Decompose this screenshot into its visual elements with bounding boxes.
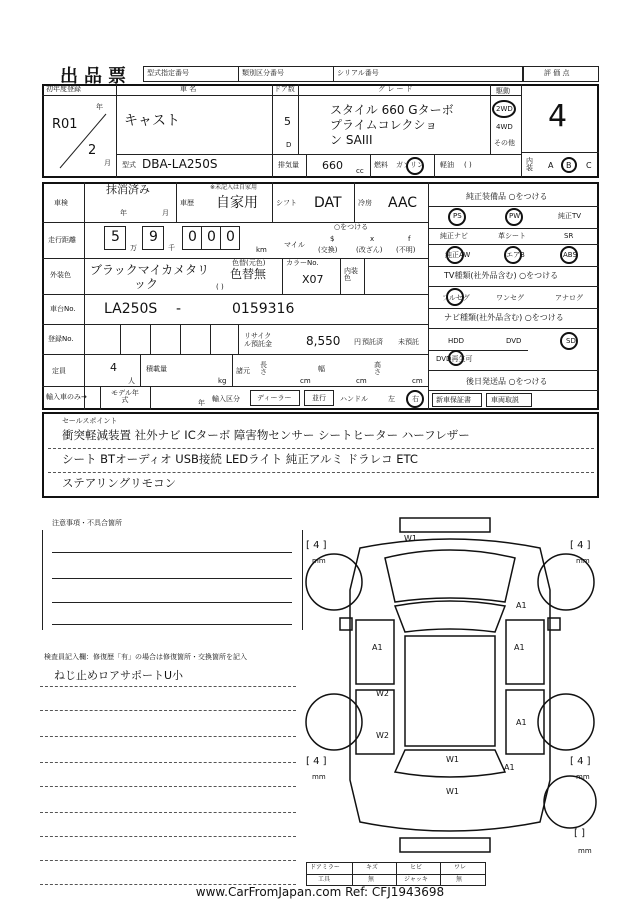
opt-abs: ABS — [563, 251, 577, 259]
interior-b: B — [566, 161, 572, 170]
tread-rr: [ 4 ] — [570, 756, 591, 767]
opt-leather: 革シート — [498, 232, 526, 240]
fuel-label: 燃料 — [374, 161, 388, 169]
mileage-digit-5: 0 — [220, 226, 240, 250]
sales-line-1: 衝突軽減装置 社外ナビ ICターボ 障害物センサー シートヒーター ハーフレザー — [62, 428, 470, 442]
opt-navi: 純正ナビ — [440, 232, 468, 240]
parallel-box: 並行 — [304, 390, 334, 406]
after-header: 後日発送品 ○をつける — [466, 377, 548, 386]
color-no-value: X07 — [302, 273, 324, 286]
recycle-undeposited: 未預託 — [398, 338, 419, 346]
drive-2wd: 2WD — [496, 105, 513, 113]
model-cert-box: 型式指定番号 — [143, 66, 239, 82]
drive-other: その他 — [494, 139, 515, 147]
repaint-paren: ( ) — [216, 283, 224, 291]
sales-line-3: ステアリングリモコン — [62, 476, 177, 490]
meter-opt-2: (改ざん) — [356, 246, 383, 254]
displacement-label: 排気量 — [278, 161, 299, 169]
color-line-2: ック — [134, 277, 159, 291]
chassis-dash: - — [176, 301, 182, 317]
recycle-label: リサイクル預託金 — [244, 332, 272, 349]
serial-box: シリアル番号 — [333, 66, 523, 82]
tv-analog: アナログ — [555, 294, 583, 302]
nav-sd: SD — [566, 337, 576, 345]
drive-4wd: 4WD — [496, 123, 513, 131]
mileage-label: 走行距離 — [48, 236, 76, 244]
repaint-label: 色替(元色) — [232, 259, 266, 267]
caution-label: 注意事項・不具合箇所 — [52, 519, 122, 527]
model-year-unit: 年 — [198, 399, 205, 407]
inspector-label: 検査員記入欄：修復歴「有」の場合は修復箇所・交換箇所を記入 — [44, 653, 247, 661]
drive-label: 駆動 — [496, 87, 510, 95]
opt-sr: SR — [564, 232, 574, 240]
chassis-label: 車台No. — [50, 305, 76, 313]
mileage-digit-2: 9 — [142, 226, 164, 250]
import-class-label: 輸入区分 — [212, 395, 240, 403]
history-label: 車歴 — [180, 199, 194, 207]
car-name: キャスト — [124, 113, 180, 129]
tv-oneseg: ワンセグ — [496, 294, 524, 302]
interior-label: 内装 — [526, 157, 533, 172]
car-name-label: 車 名 — [180, 85, 197, 93]
repaint-value: 色替無 — [230, 267, 267, 281]
opt-pw-circle — [505, 208, 523, 226]
height-cm: cm — [412, 377, 423, 385]
opt-abs-circle — [560, 246, 578, 264]
sales-points-label: セールスポイント — [62, 417, 118, 425]
chassis-no: 0159316 — [232, 301, 295, 317]
load-unit: kg — [218, 377, 227, 385]
meter-opt-3-sym: f — [408, 235, 411, 243]
fuel-value: ガソリン — [396, 161, 424, 169]
handle-left: 左 — [388, 395, 395, 403]
after-manual: 車両取説 — [486, 393, 532, 407]
nav-dvd: DVD — [506, 337, 522, 345]
opt-ps: PS — [453, 212, 462, 220]
opt-tv: 純正TV — [558, 212, 582, 220]
grade-label: グ レ ー ド — [378, 85, 413, 93]
score-value: 4 — [548, 99, 568, 134]
interior-b-circle — [561, 157, 577, 173]
tread-spare: [ ] — [574, 828, 585, 839]
aircon-label: 冷房 — [358, 199, 372, 207]
inspection-year: 年 — [120, 209, 127, 217]
code-7: W2 — [376, 731, 389, 740]
height-label: 高さ — [374, 361, 381, 376]
shift-value: DAT — [314, 195, 342, 211]
year-unit: 年 — [96, 103, 103, 111]
recycle-value: 8,550 — [306, 334, 341, 348]
width-label: 幅 — [318, 365, 325, 373]
sales-line-2: シート BTオーディオ USB接続 LEDライト 純正アルミ ドラレコ ETC — [62, 452, 418, 466]
chassis-model: LA250S — [104, 301, 158, 317]
inspection-label: 車検 — [54, 199, 68, 207]
color-no-label: カラーNo. — [286, 259, 319, 267]
capacity-label: 定員 — [52, 367, 66, 375]
dvd-play: DVD再生可 — [436, 355, 473, 363]
meter-opt-2-sym: x — [370, 235, 375, 243]
interior-a: A — [548, 161, 554, 170]
color-line-1: ブラックマイカメタリ — [90, 263, 210, 277]
tread-fl: [ 4 ] — [306, 540, 327, 551]
opt-aw-circle — [446, 246, 464, 264]
tread-rl-unit: mm — [312, 773, 326, 781]
displacement-unit: cc — [356, 167, 364, 175]
tread-spare-unit: mm — [578, 847, 592, 855]
width-cm: cm — [356, 377, 367, 385]
nav-header: ナビ種類(社外品含む) ○をつける — [444, 313, 564, 322]
legend-row-label: 工具 — [318, 876, 331, 883]
month-unit: 月 — [104, 159, 111, 167]
history-note: ※未記入は自家用 — [210, 184, 258, 191]
code-1: W1 — [404, 534, 417, 543]
legend-h3: ヒビ — [410, 864, 423, 871]
handle-right-circle — [406, 390, 424, 408]
opt-aw: 純正AW — [445, 251, 471, 259]
recycle-deposited: 預託済 — [362, 338, 383, 346]
nav-hdd: HDD — [448, 337, 465, 345]
first-reg-label: 初年度登録 — [46, 85, 81, 93]
watermark: www.CarFromJapan.com Ref: CFJ1943698 — [195, 885, 445, 899]
aircon-value: AAC — [388, 195, 418, 211]
grade-line-2: プライムコレクショ — [330, 118, 438, 132]
dealer-box: ディーラー — [250, 390, 300, 406]
shift-label: シフト — [276, 199, 297, 207]
fuel-circle — [406, 157, 424, 175]
mileage-digit-4: 0 — [201, 226, 221, 250]
first-reg-era: R01 — [52, 117, 78, 132]
after-warranty: 新車保証書 — [432, 393, 482, 407]
tread-fl-unit: mm — [312, 557, 326, 565]
score-header-box: 評 価 点 — [523, 66, 599, 82]
length-label: 長さ — [260, 361, 267, 376]
opt-airbag: エアB — [506, 251, 525, 259]
meter-opt-1: (交換) — [318, 246, 338, 254]
grade-line-3: ン SAIII — [330, 133, 373, 147]
doors-unit: D — [286, 141, 292, 149]
tread-rl: [ 4 ] — [306, 756, 327, 767]
code-9: A1 — [504, 763, 515, 772]
tread-rr-unit: mm — [576, 773, 590, 781]
tread-fr-unit: mm — [576, 557, 590, 565]
meter-opt-3: (不明) — [396, 246, 416, 254]
first-reg-month: 2 — [88, 143, 97, 158]
class-box: 類別区分番号 — [238, 66, 334, 82]
code-10: W1 — [446, 787, 459, 796]
handle-right: 右 — [412, 395, 419, 403]
tv-fullseg: フルセグ — [442, 294, 470, 302]
legend-h2: キズ — [366, 864, 378, 871]
capacity-unit: 人 — [128, 377, 135, 385]
opt-airbag-circle — [504, 246, 522, 264]
model-year-label: モデル年式 — [111, 389, 139, 404]
light-oil-paren: ( ) — [464, 161, 472, 169]
legend-h4: ワレ — [454, 864, 467, 871]
legend-v1: 無 — [368, 876, 375, 883]
model-label: 型式 — [122, 161, 136, 169]
color-label: 外装色 — [50, 271, 71, 279]
code-8: W1 — [446, 755, 459, 764]
code-2: A1 — [516, 601, 527, 610]
tv-fullseg-circle — [446, 288, 464, 306]
miles-label: マイル — [284, 241, 305, 249]
reg-no-label: 登録No. — [48, 335, 74, 343]
code-6: W2 — [376, 689, 389, 698]
legend-h1: ドアミラー — [310, 864, 340, 871]
doors-value: 5 — [284, 115, 291, 128]
legend-v2: ジャッキ — [404, 876, 428, 883]
length-cm: cm — [300, 377, 311, 385]
slash-divider — [56, 110, 110, 170]
circle-note: ○をつける — [334, 223, 369, 231]
tv-header: TV種類(社外品含む) ○をつける — [444, 271, 559, 280]
dvd-play-circle — [448, 350, 464, 366]
history-value: 自家用 — [216, 195, 258, 211]
code-5: A1 — [516, 718, 527, 727]
unit-km: km — [256, 246, 267, 254]
car-diagram — [300, 510, 600, 870]
doors-label: ドア数 — [274, 85, 295, 93]
inspection-month: 月 — [162, 209, 169, 217]
legend-v3: 無 — [456, 876, 463, 883]
displacement-value: 660 — [322, 159, 343, 172]
capacity-value: 4 — [110, 361, 117, 374]
light-oil-label: 軽油 — [440, 161, 454, 169]
interior-color-label: 内装色 — [344, 267, 358, 282]
model-value: DBA-LA250S — [142, 157, 218, 171]
recycle-unit: 円 — [354, 338, 361, 346]
inspector-text: ねじ止めロアサポートU小 — [54, 669, 184, 682]
mileage-digit-1: 5 — [104, 226, 126, 250]
genuine-header: 純正装備品 ○をつける — [466, 192, 548, 201]
load-label: 積載量 — [146, 365, 167, 373]
mileage-digit-3: 0 — [182, 226, 202, 250]
nav-sd-circle — [560, 332, 578, 350]
code-3: A1 — [372, 643, 383, 652]
document-title: 出品票 — [60, 66, 132, 87]
opt-pw: PW — [509, 212, 521, 220]
grade-line-1: スタイル 660 Gターボ — [330, 103, 454, 117]
tread-fr: [ 4 ] — [570, 540, 591, 551]
interior-c: C — [586, 161, 592, 170]
drive-2wd-circle — [492, 100, 516, 118]
import-label: 輸入車のみ→ — [46, 393, 87, 401]
unit-man: 万 — [130, 244, 137, 252]
dims-label: 諸元 — [236, 367, 250, 375]
code-4: A1 — [514, 643, 525, 652]
handle-label: ハンドル — [340, 395, 368, 403]
unit-sen: 千 — [168, 244, 175, 252]
meter-opt-1-sym: $ — [330, 235, 335, 243]
opt-ps-circle — [448, 208, 466, 226]
inspection-value: 抹消済み — [106, 183, 150, 196]
